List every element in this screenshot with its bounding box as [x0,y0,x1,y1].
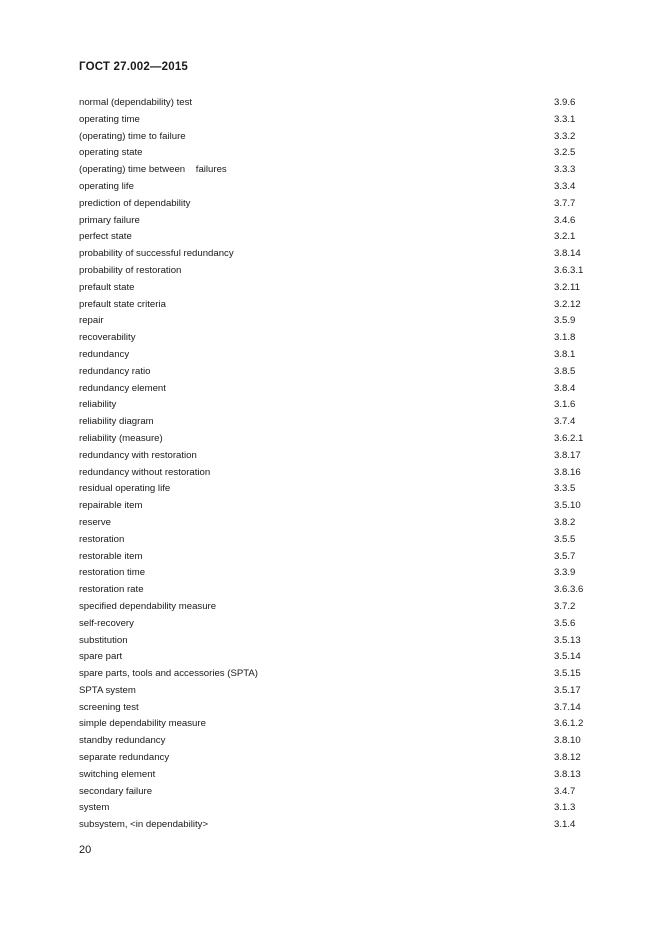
entry-term: reliability (measure) [79,432,163,444]
entry-reference: 3.8.16 [554,466,581,478]
index-entry [79,431,599,448]
entry-reference: 3.5.9 [554,315,576,327]
entry-term: (operating) time to failure [79,130,186,142]
index-entry [79,582,599,599]
index-entry [79,414,599,431]
index-entry [79,649,599,666]
entry-reference: 3.8.4 [554,382,576,394]
index-entry [79,549,599,566]
entry-term: separate redundancy [79,752,170,764]
entry-reference: 3.1.6 [554,399,576,411]
entry-term: simple dependability measure [79,718,206,730]
entry-reference: 3.5.15 [554,668,581,680]
entry-reference: 3.7.2 [554,600,576,612]
entry-reference: 3.6.1.2 [554,718,584,730]
index-entry [79,313,599,330]
entry-reference: 3.8.5 [554,365,576,377]
entry-reference: 3.2.11 [554,281,580,293]
entry-reference: 3.6.2.1 [554,432,584,444]
entry-term: reliability [79,399,117,411]
entry-reference: 3.7.4 [554,416,576,428]
entry-reference: 3.3.5 [554,483,576,495]
entry-term: recoverability [79,332,136,344]
entry-term: redundancy ratio [79,365,151,377]
index-entry [79,95,599,112]
entry-term: switching element [79,768,156,780]
entry-term: restoration [79,533,125,545]
entry-term: prediction of dependability [79,197,191,209]
entry-term: redundancy [79,348,130,360]
entry-reference: 3.9.6 [554,97,576,108]
entry-reference: 3.1.3 [554,802,576,814]
index-entry [79,498,599,515]
index-entry [79,246,599,263]
entry-term: reserve [79,516,111,528]
index-entry [79,565,599,582]
entry-reference: 3.2.12 [554,298,581,310]
entry-reference: 3.5.13 [554,634,581,646]
index-entry [79,129,599,146]
index-entry [79,196,599,213]
entry-term: restoration time [79,567,146,579]
entry-reference: 3.7.14 [554,701,581,713]
entry-reference: 3.8.2 [554,516,576,528]
entry-reference: 3.4.7 [554,785,576,797]
entry-term: (operating) time between failures [79,164,227,176]
index-entry [79,515,599,532]
index-entry [79,616,599,633]
index-entry [79,750,599,767]
entry-term: probability of restoration [79,264,182,276]
index-entry [79,347,599,364]
index-entry [79,800,599,817]
entry-term: primary failure [79,214,140,226]
index-entry [79,179,599,196]
entry-reference: 3.8.13 [554,768,581,780]
entry-term: repair [79,315,104,327]
index-entry [79,330,599,347]
index-entry [79,112,599,129]
entry-term: reliability diagram [79,416,154,428]
entry-reference: 3.3.1 [554,113,576,125]
entry-term: standby redundancy [79,735,166,747]
entry-reference: 3.8.14 [554,248,581,260]
entry-reference: 3.3.9 [554,567,576,579]
entry-term: normal (dependability) test [79,97,193,108]
index-entry [79,767,599,784]
index-entry [79,381,599,398]
entry-term: system [79,802,110,814]
index-entry [79,280,599,297]
index-entry [79,716,599,733]
index-entry [79,297,599,314]
entry-term: operating life [79,180,134,192]
entry-reference: 3.8.17 [554,449,581,461]
entry-term: prefault state [79,281,135,293]
index-entry [79,481,599,498]
entry-reference: 3.5.6 [554,617,576,629]
index-entry [79,599,599,616]
entry-term: substitution [79,634,128,646]
entry-reference: 3.5.10 [554,500,581,512]
term-index-list [79,95,599,834]
entry-reference: 3.5.14 [554,651,581,663]
entry-reference: 3.3.3 [554,164,576,176]
entry-term: spare part [79,651,123,663]
entry-reference: 3.8.12 [554,752,581,764]
index-entry [79,162,599,179]
index-entry [79,683,599,700]
entry-reference: 3.6.3.6 [554,584,584,596]
entry-reference: 3.2.5 [554,147,576,159]
entry-term: restorable item [79,550,143,562]
entry-term: probability of successful redundancy [79,248,234,260]
entry-term: repairable item [79,500,143,512]
entry-reference: 3.3.4 [554,180,576,192]
index-entry [79,666,599,683]
entry-reference: 3.8.1 [554,348,576,360]
entry-term: restoration rate [79,584,144,596]
entry-term: perfect state [79,231,132,243]
entry-term: redundancy without restoration [79,466,211,478]
entry-term: redundancy element [79,382,166,394]
entry-term: secondary failure [79,785,153,797]
index-entry [79,364,599,381]
index-entry [79,397,599,414]
entry-reference: 3.5.7 [554,550,576,562]
index-entry [79,213,599,230]
entry-reference: 3.2.1 [554,231,576,243]
index-entry [79,448,599,465]
entry-term: subsystem, <in dependability> [79,819,209,831]
index-entry [79,532,599,549]
entry-reference: 3.5.17 [554,684,581,696]
page-number: 20 [79,844,92,856]
entry-reference: 3.5.5 [554,533,576,545]
entry-term: self-recovery [79,617,134,629]
entry-reference: 3.6.3.1 [554,264,584,276]
entry-term: SPTA system [79,684,136,696]
index-entry [79,145,599,162]
entry-term: operating state [79,147,143,159]
index-entry [79,229,599,246]
entry-term: screening test [79,701,139,713]
index-entry [79,465,599,482]
entry-term: redundancy with restoration [79,449,197,461]
entry-term: spare parts, tools and accessories (SPTA) [79,668,258,680]
index-entry [79,263,599,280]
entry-reference: 3.4.6 [554,214,576,226]
index-entry [79,633,599,650]
entry-term: residual operating life [79,483,171,495]
entry-reference: 3.8.10 [554,735,581,747]
index-entry [79,700,599,717]
index-entry [79,817,599,834]
entry-reference: 3.7.7 [554,197,576,209]
entry-reference: 3.1.4 [554,819,576,831]
entry-term: specified dependability measure [79,600,217,612]
entry-term: prefault state criteria [79,298,166,310]
document-header: ГОСТ 27.002—2015 [79,61,189,73]
index-entry [79,784,599,801]
entry-term: operating time [79,113,140,125]
entry-reference: 3.3.2 [554,130,576,142]
entry-reference: 3.1.8 [554,332,576,344]
index-entry [79,733,599,750]
